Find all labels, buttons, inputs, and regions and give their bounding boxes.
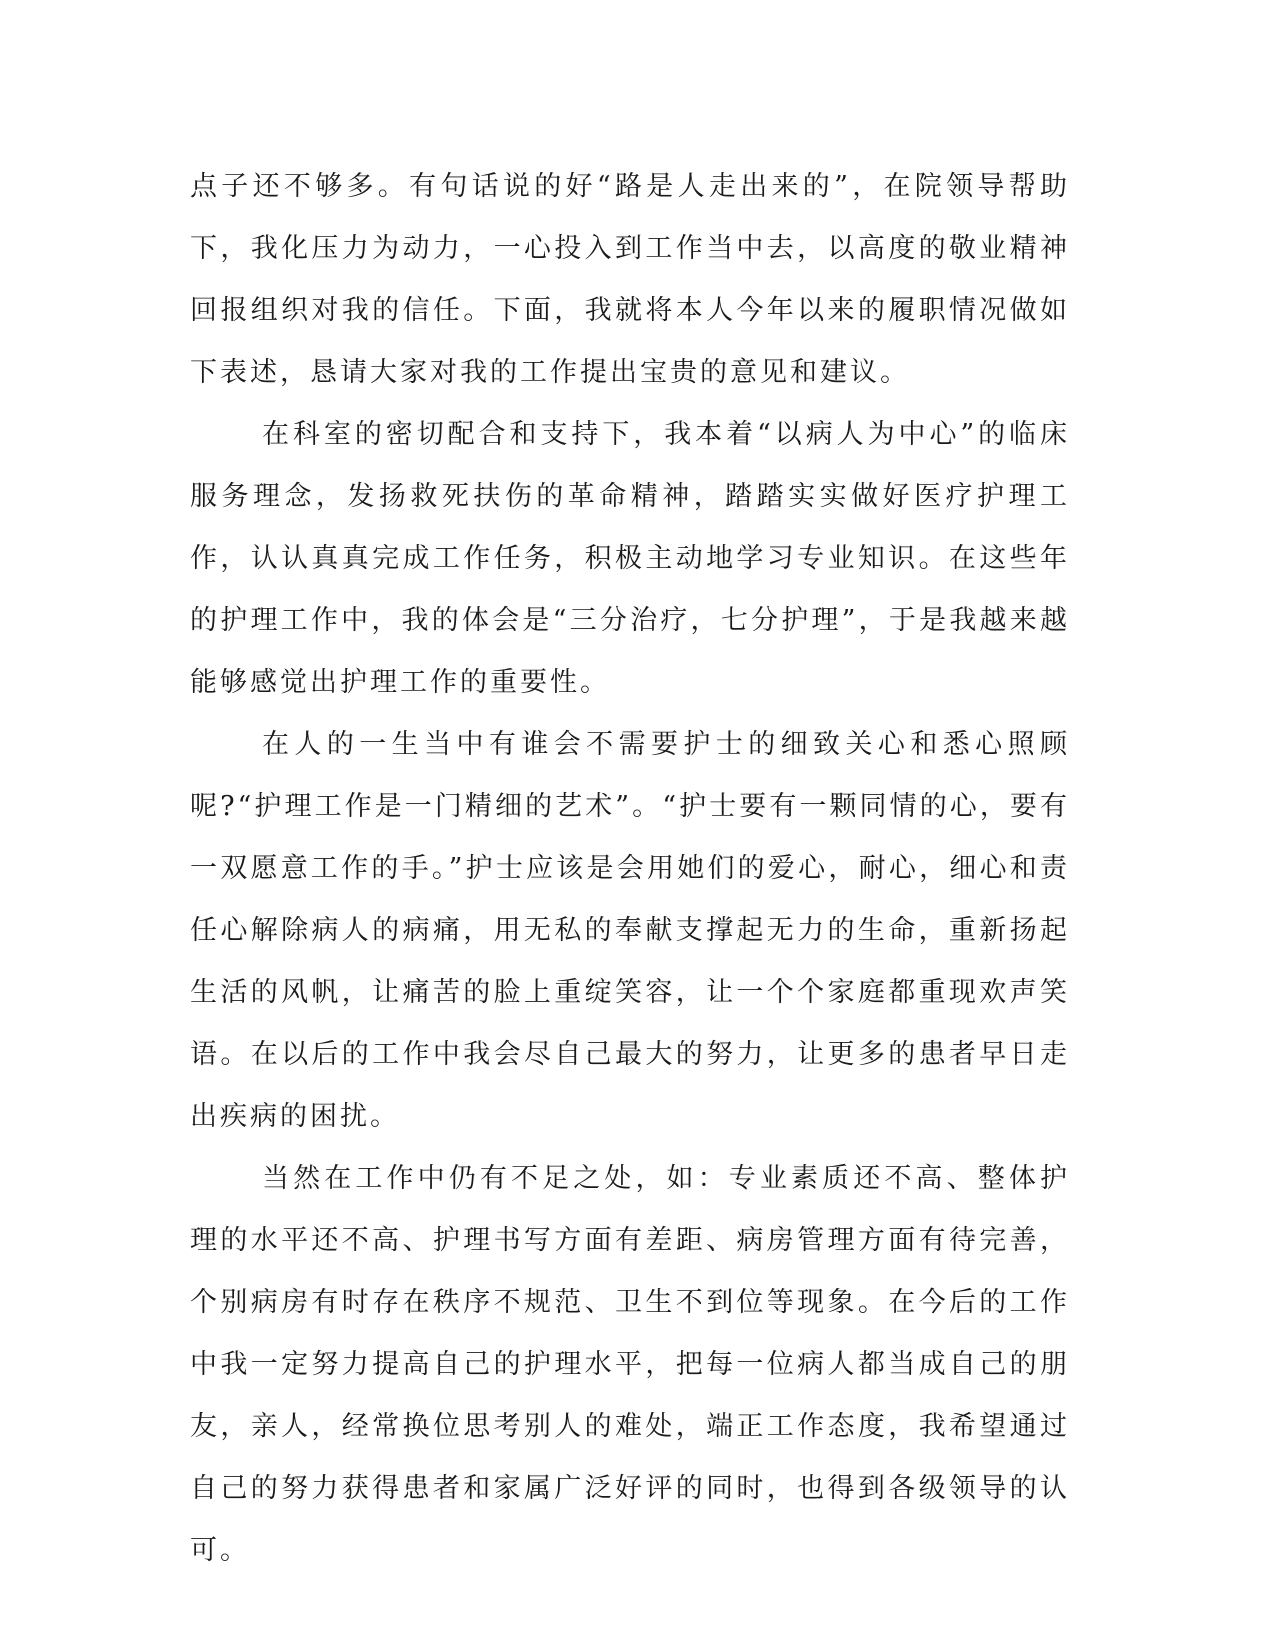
paragraph-3: 在人的一生当中有谁会不需要护士的细致关心和悉心照顾呢?“护理工作是一门精细的艺术”。“护士要有一颗同情的心，要有一双愿意工作的手。”护士应该是会用她们的爱心，耐心，细心和责任心解除病人的病痛，用无私的奉献支撑起无力的生命，重新扬起生活的风帆，让痛苦的脸上重绽笑容，让一个个家庭都重现欢声笑语。在以后的工作中我会尽自己最大的努力，让更多的患者早日走出疾病的困扰。	[190, 729, 1070, 1132]
paragraph-1: 点子还不够多。有句话说的好“路是人走出来的”，在院领导帮助下，我化压力为动力，一心投入到工作当中去，以高度的敬业精神回报组织对我的信任。下面，我就将本人今年以来的履职情况做如下表述，恳请大家对我的工作提出宝贵的意见和建议。	[190, 171, 1070, 388]
paragraph-4: 当然在工作中仍有不足之处，如：专业素质还不高、整体护理的水平还不高、护理书写方面有差距、病房管理方面有待完善，个别病房有时存在秩序不规范、卫生不到位等现象。在今后的工作中我一定努力提高自己的护理水平，把每一位病人都当成自己的朋友，亲人，经常换位思考别人的难处，端正工作态度，我希望通过自己的努力获得患者和家属广泛好评的同时，也得到各级领导的认可。	[190, 1163, 1070, 1566]
body-text	[190, 156, 1070, 1582]
paragraph-2: 在科室的密切配合和支持下，我本着“以病人为中心”的临床服务理念，发扬救死扶伤的革命精神，踏踏实实做好医疗护理工作，认认真真完成工作任务，积极主动地学习专业知识。在这些年的护理工作中，我的体会是“三分治疗，七分护理”，于是我越来越能够感觉出护理工作的重要性。	[190, 419, 1070, 698]
